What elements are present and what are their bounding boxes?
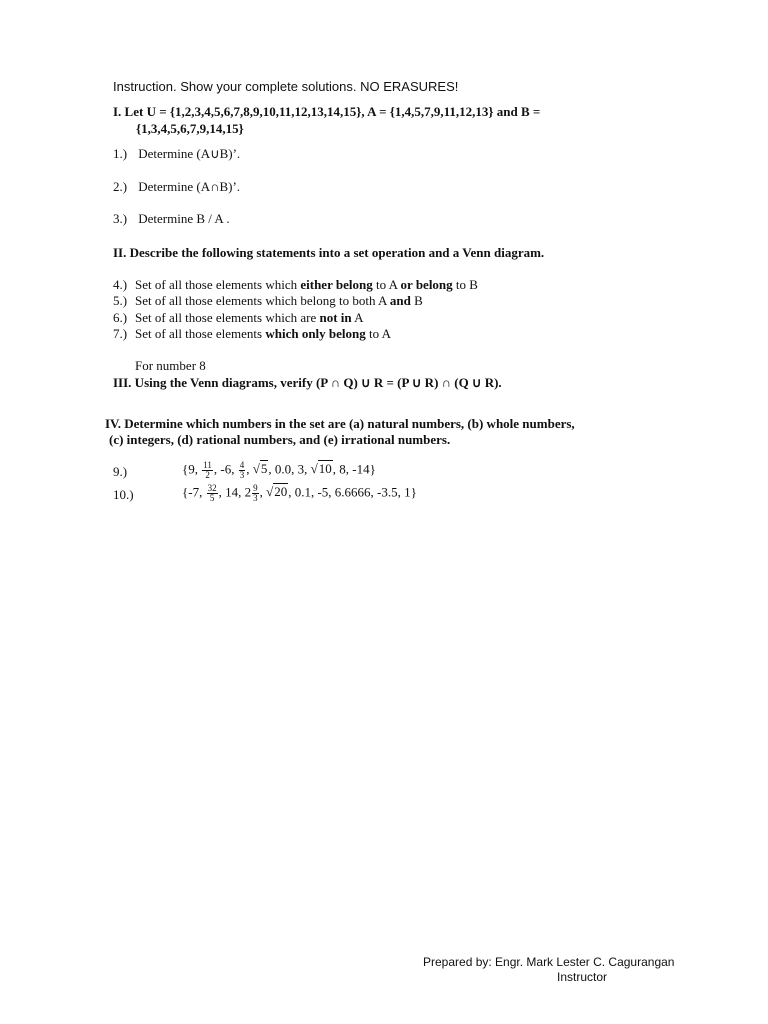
question-number: 2.) bbox=[113, 179, 128, 194]
question-text: to B bbox=[452, 277, 478, 292]
part1-line1: I. Let U = {1,2,3,4,5,6,7,8,9,10,11,12,13,14,15}, A = {1,4,5,7,9,11,12,13} and B = bbox=[113, 104, 541, 119]
question-1 bbox=[113, 146, 240, 162]
emphasis: either belong bbox=[300, 277, 373, 292]
numerator: 4 bbox=[239, 460, 245, 470]
numerator: 32 bbox=[207, 483, 217, 493]
radicand: 20 bbox=[274, 484, 288, 500]
question-7 bbox=[113, 326, 391, 342]
instructor-title: Instructor bbox=[557, 970, 608, 984]
question-5 bbox=[113, 293, 423, 309]
emphasis: not in bbox=[319, 310, 352, 325]
prepared-by: Prepared by: Engr. Mark Lester C. Cagurangan bbox=[423, 955, 675, 969]
denominator: 3 bbox=[253, 493, 258, 503]
note-for-number-8: For number 8 bbox=[135, 358, 206, 373]
part1-line2: {1,3,4,5,6,7,9,14,15} bbox=[136, 121, 244, 136]
question-text: Set of all those elements which belong to both A bbox=[135, 293, 390, 308]
question-6 bbox=[113, 310, 364, 326]
set-text: , -6, bbox=[213, 461, 238, 477]
square-root: √20 bbox=[266, 484, 288, 500]
question-text: to A bbox=[365, 326, 392, 341]
set-text: , bbox=[246, 461, 253, 477]
question-text: Determine B / A . bbox=[138, 211, 230, 226]
set-text: , bbox=[259, 484, 267, 500]
instruction-line: Instruction. Show your complete solutions. NO ERASURES! bbox=[113, 79, 459, 94]
question-text: Determine (A∩B)’. bbox=[138, 179, 241, 194]
question-10-set bbox=[182, 484, 417, 503]
question-2 bbox=[113, 179, 240, 195]
square-root: √5 bbox=[252, 461, 268, 477]
question-3 bbox=[113, 211, 230, 227]
part3-heading: III. Using the Venn diagrams, verify (P ∩ Q) ∪ R = (P ∪ R) ∩ (Q ∪ R). bbox=[113, 375, 502, 390]
question-text: B bbox=[410, 293, 423, 308]
set-text: , 8, -14} bbox=[332, 461, 376, 477]
question-text: Determine (A∪B)’. bbox=[138, 146, 241, 161]
set-text: , 0.0, 3, bbox=[268, 461, 311, 477]
fraction bbox=[202, 461, 213, 480]
question-text: Set of all those elements which are bbox=[135, 310, 320, 325]
fraction bbox=[252, 484, 259, 503]
question-9-set bbox=[182, 461, 376, 480]
emphasis: or belong bbox=[400, 277, 453, 292]
question-text: A bbox=[351, 310, 364, 325]
question-9-number: 9.) bbox=[113, 464, 128, 479]
denominator: 3 bbox=[239, 470, 245, 480]
question-number: 1.) bbox=[113, 146, 128, 161]
part4-line1: IV. Determine which numbers in the set are (a) natural numbers, (b) whole numbers, bbox=[105, 416, 575, 431]
question-text: Set of all those elements bbox=[135, 326, 266, 341]
part4-line2: (c) integers, (d) rational numbers, and (e) irrational numbers. bbox=[109, 432, 451, 447]
set-text: {9, bbox=[182, 461, 202, 477]
question-4 bbox=[113, 277, 478, 293]
question-10-number: 10.) bbox=[113, 487, 134, 502]
set-text: , 0.1, -5, 6.6666, -3.5, 1} bbox=[288, 484, 417, 500]
question-number: 5.) bbox=[113, 293, 128, 308]
question-text: Set of all those elements which bbox=[135, 277, 301, 292]
fraction bbox=[207, 484, 218, 503]
fraction bbox=[239, 461, 246, 480]
set-text: , 14, 2 bbox=[218, 484, 252, 500]
question-text: to A bbox=[372, 277, 401, 292]
set-text: {-7, bbox=[182, 484, 206, 500]
radicand: 5 bbox=[260, 461, 268, 477]
question-number: 4.) bbox=[113, 277, 128, 292]
numerator: 9 bbox=[253, 483, 258, 493]
part2-heading: II. Describe the following statements into a set operation and a Venn diagram. bbox=[113, 245, 545, 260]
emphasis: which only belong bbox=[265, 326, 366, 341]
numerator: 11 bbox=[203, 460, 212, 470]
denominator: 2 bbox=[205, 470, 210, 480]
square-root: √10 bbox=[310, 461, 332, 477]
question-number: 6.) bbox=[113, 310, 128, 325]
question-number: 7.) bbox=[113, 326, 128, 341]
question-number: 3.) bbox=[113, 211, 128, 226]
denominator: 5 bbox=[209, 493, 215, 503]
radicand: 10 bbox=[318, 461, 332, 477]
emphasis: and bbox=[389, 293, 411, 308]
